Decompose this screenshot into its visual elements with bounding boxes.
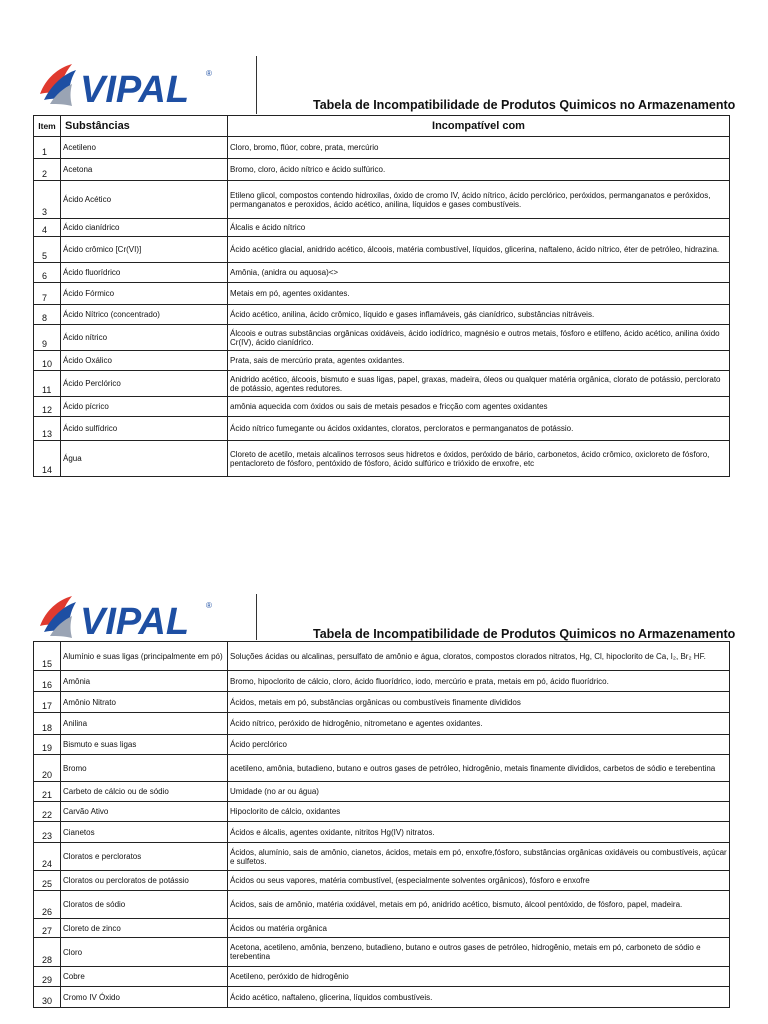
table-row [34,755,730,782]
substance-cell: Amônio Nitrato [61,692,228,713]
incompatible-cell: Hipoclorito de cálcio, oxidantes [228,802,730,822]
incompatible-cell: Metais em pó, agentes oxidantes. [228,283,730,305]
substance-cell: Cloratos de sódio [61,891,228,919]
substance-cell: Ácido Acético [61,181,228,219]
substance-cell: Cloro [61,938,228,967]
header-substance: Substâncias [61,116,228,137]
substance-cell: Cromo IV Óxido [61,987,228,1008]
page-title-2: Tabela de Incompatibilidade de Produtos Quimicos no Armazenamento [313,627,736,641]
item-number: 26 [34,891,61,919]
item-number: 27 [34,919,61,938]
table-row [34,987,730,1008]
table-row [34,938,730,967]
item-number: 30 [34,987,61,1008]
logo-text: VIPAL [80,69,190,111]
substance-cell: Cianetos [61,822,228,843]
incompatible-cell: Ácidos ou matéria orgânica [228,919,730,938]
item-number: 29 [34,967,61,987]
item-number: 15 [34,642,61,671]
incompatible-cell: Acetona, acetileno, amônia, benzeno, butadieno, butano e outros gases de petróleo, hidrogênio, metais em pó, carboneto de sódio e terebentina [228,938,730,967]
substance-cell: Alumínio e suas ligas (principalmente em pó) [61,642,228,671]
item-number: 23 [34,822,61,843]
table-row [34,891,730,919]
item-number: 4 [34,219,61,237]
table-row [34,713,730,735]
substance-cell: Bromo [61,755,228,782]
table-row [34,802,730,822]
substance-cell: Ácido nítrico [61,325,228,351]
incompatible-cell: Ácido acético, naftaleno, glicerina, líquidos combustíveis. [228,987,730,1008]
svg-text:VIPAL: VIPAL [80,601,190,643]
substance-cell: Ácido fluorídrico [61,263,228,283]
incompatible-cell: Álcoois e outras substâncias orgânicas oxidáveis, ácido iodídrico, magnésio e outros metais, fósforo e etilfeno, ácido acético, anilina óxido Cr(IV), ácido cianídrico. [228,325,730,351]
substance-cell: Ácido Fórmico [61,283,228,305]
incompatible-cell: Acetileno, peróxido de hidrogênio [228,967,730,987]
substance-cell: Anilina [61,713,228,735]
incompatible-cell: Álcalis e ácido nítrico [228,219,730,237]
item-number: 12 [34,397,61,417]
item-number: 19 [34,735,61,755]
incompatible-cell: Ácido nítrico fumegante ou ácidos oxidantes, cloratos, percloratos e permanganatos de potássio. [228,417,730,441]
svg-text:®: ® [206,601,212,610]
incompatible-cell: Bromo, cloro, ácido nítrico e ácido sulfúrico. [228,159,730,181]
item-number: 20 [34,755,61,782]
substance-cell: Cobre [61,967,228,987]
substance-cell: Carbeto de cálcio ou de sódio [61,782,228,802]
incompatible-cell: Bromo, hipoclorito de cálcio, cloro, ácido fluorídrico, iodo, mercúrio e prata, metais em pó, ácido fluorídrico. [228,671,730,692]
item-number: 16 [34,671,61,692]
incompatible-cell: Soluções ácidas ou alcalinas, persulfato de amônio e água, cloratos, compostos clorados nitratos, Hg, Cl, hipoclorito de Ca, I₂, Br₂ HF. [228,642,730,671]
table-row [34,843,730,871]
item-number: 17 [34,692,61,713]
incompatibility-table-2 [33,641,730,1008]
item-number: 8 [34,305,61,325]
substance-cell: Bismuto e suas ligas [61,735,228,755]
table-row [34,782,730,802]
table-row [34,871,730,891]
substance-cell: Cloratos ou percloratos de potássio [61,871,228,891]
item-number: 24 [34,843,61,871]
header-incompatible: Incompatível com [228,116,730,137]
substance-cell: Cloratos e percloratos [61,843,228,871]
table-row [34,967,730,987]
incompatible-cell: Amônia, (anidra ou aquosa)<> [228,263,730,283]
table-row [34,642,730,671]
item-number: 22 [34,802,61,822]
incompatible-cell: Ácido perclórico [228,735,730,755]
page-title: Tabela de Incompatibilidade de Produtos Quimicos no Armazenamento [313,98,736,112]
item-number: 18 [34,713,61,735]
incompatible-cell: Ácido nítrico, peróxido de hidrogênio, nitrometano e agentes oxidantes. [228,713,730,735]
item-number: 9 [34,325,61,351]
incompatible-cell: amônia aquecida com óxidos ou sais de metais pesados e fricção com agentes oxidantes [228,397,730,417]
vipal-logo-mark [36,594,216,644]
substance-cell: Ácido cianídrico [61,219,228,237]
item-number: 6 [34,263,61,283]
substance-cell: Água [61,441,228,477]
substance-cell: Acetileno [61,137,228,159]
substance-cell: Acetona [61,159,228,181]
incompatible-cell: Cloreto de acetilo, metais alcalinos terrosos seus hidretos e óxidos, peróxido de bário, carbonetos, ácido crômico, oxicloreto de fósforo, pentacloreto de fósforo, pentóxido de fósforo, ácido sulfúrico e trióxido de enxofre, etc [228,441,730,477]
item-number: 11 [34,371,61,397]
table-row [34,735,730,755]
table-row [34,919,730,938]
incompatible-cell: Prata, sais de mercúrio prata, agentes oxidantes. [228,351,730,371]
vipal-logo [36,594,216,644]
substance-cell: Ácido pícrico [61,397,228,417]
table-row [34,822,730,843]
incompatible-cell: Ácidos e álcalis, agentes oxidante, nitritos Hg(IV) nitratos. [228,822,730,843]
item-number: 7 [34,283,61,305]
item-number: 10 [34,351,61,371]
incompatible-cell: Ácidos ou seus vapores, matéria combustível, (especialmente solventes orgânicos), fósforo e enxofre [228,871,730,891]
incompatible-cell: Cloro, bromo, flúor, cobre, prata, mercúrio [228,137,730,159]
substance-cell: Carvão Ativo [61,802,228,822]
item-number: 28 [34,938,61,967]
substance-cell: Cloreto de zinco [61,919,228,938]
header-item: Item [34,116,61,137]
svg-text:®: ® [206,69,212,78]
substance-cell: Ácido Perclórico [61,371,228,397]
substance-cell: Ácido crômico [Cr(VI)] [61,237,228,263]
incompatible-cell: Ácidos, alumínio, sais de amônio, cianetos, ácidos, metais em pó, enxofre,fósforo, substâncias orgânicas oxidáveis ou combustíveis, açúcar e sulfetos. [228,843,730,871]
incompatible-cell: Ácidos, sais de amônio, matéria oxidável, metais em pó, anidrido acético, bismuto, álcool pentóxido, de fósforo, papel, madeira. [228,891,730,919]
item-number: 2 [34,159,61,181]
item-number: 21 [34,782,61,802]
substance-cell: Amônia [61,671,228,692]
substance-cell: Ácido Oxálico [61,351,228,371]
incompatible-cell: Ácido acético, anilina, ácido crômico, líquido e gases inflamáveis, gás cianídrico, substâncias nitráveis. [228,305,730,325]
item-number: 14 [34,441,61,477]
item-number: 1 [34,137,61,159]
incompatible-cell: Umidade (no ar ou água) [228,782,730,802]
item-number: 3 [34,181,61,219]
item-number: 5 [34,237,61,263]
incompatible-cell: Ácidos, metais em pó, substâncias orgânicas ou combustíveis finamente divididos [228,692,730,713]
incompatible-cell: Etileno glicol, compostos contendo hidroxilas, óxido de cromo IV, ácido nítrico, ácido perclórico, peróxidos, permanganatos e peróxidos, permanganatos e peroxidos, ácido acético, anilina, líquidos e gases combustíveis. [228,181,730,219]
incompatible-cell: Ácido acético glacial, anidrido acético, álcoois, matéria combustível, líquidos, glicerina, naftaleno, ácido nítrico, éter de petróleo, hidrazina. [228,237,730,263]
table-row [34,692,730,713]
header-divider [256,594,257,640]
incompatible-cell: acetileno, amônia, butadieno, butano e outros gases de petróleo, hidrogênio, metais finamente divididos, carbetos de sódio e terebentina [228,755,730,782]
table-row [34,671,730,692]
item-number: 25 [34,871,61,891]
substance-cell: Ácido sulfídrico [61,417,228,441]
substance-cell: Ácido Nítrico (concentrado) [61,305,228,325]
item-number: 13 [34,417,61,441]
incompatible-cell: Anidrido acético, álcoois, bismuto e suas ligas, papel, graxas, madeira, óleos ou qualquer matéria orgânica, clorato de potássio, perclorato de potássio, agentes redutores. [228,371,730,397]
